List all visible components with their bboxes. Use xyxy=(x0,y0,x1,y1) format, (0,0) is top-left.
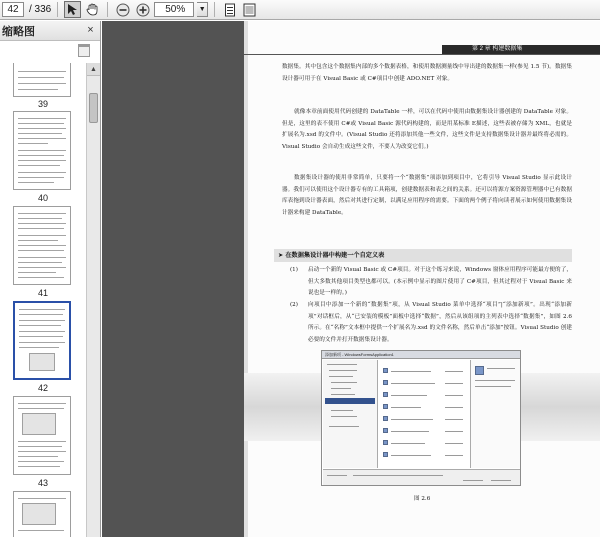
toolbar-separator xyxy=(214,2,215,17)
zoom-level-field[interactable]: 50% xyxy=(154,2,194,17)
zoom-in-button[interactable] xyxy=(134,1,151,18)
scrollbar-thumb[interactable] xyxy=(89,93,98,123)
trash-icon[interactable] xyxy=(78,44,90,57)
figure-window-title: 添加新项 - WindowsFormsApplication1 xyxy=(322,351,520,359)
paragraph-3: 数据集设计器的使用非常简单，只要将一个“数据集”项添加到项目中，它将引导 Visual Studio 显示此设计器。我们可以使用这个设计器专有的工具箱项，创建数据表和表之间的关系。还可以将源方案资源管理器中已有数据库表拖到设计器表面，然后对其进行定制，以满足应用程序的需要。下面的两个例子将向读者展示如何使用数据集设计器来构建 DataTable。 xyxy=(282,175,572,216)
figure-selected-item xyxy=(325,398,375,404)
hand-icon xyxy=(86,3,99,16)
toolbar xyxy=(0,0,600,20)
thumbnail-image xyxy=(13,63,71,97)
thumbnail-image xyxy=(13,491,71,537)
zoom-in-icon xyxy=(136,3,150,17)
figure-screenshot xyxy=(321,350,521,486)
thumbnail-image xyxy=(13,111,71,190)
thumbnail-image xyxy=(13,206,71,285)
cursor-icon xyxy=(67,3,78,16)
figure-description-pane xyxy=(470,360,520,468)
fit-page-button[interactable] xyxy=(221,1,238,18)
thumbnail-label: 39 xyxy=(37,99,48,109)
figure-caption: 图 2.6 xyxy=(414,496,431,502)
paragraph-1: 数据集。其中包含这个数据集内部的多个数据表格，和使用数据测量线中导出建的数据集一样(参见 1.5 节)。数据集设计器可用于在 Visual Basic 或 C#项目中创建 ADO.NET 对象。 xyxy=(282,64,572,82)
fit-page-icon xyxy=(224,3,236,17)
thumbnail-image xyxy=(13,396,71,475)
panel-title: 缩略图 xyxy=(2,25,35,38)
panel-tools xyxy=(0,41,100,60)
toolbar-separator xyxy=(57,2,58,17)
chapter-header: 第 2 章 构建数据集 xyxy=(442,45,600,54)
list-number-2: (2) xyxy=(290,302,298,308)
thumbnail-label: 41 xyxy=(37,288,48,298)
list-item-1: 启动一个新的 Visual Basic 或 C#项目。对于这个练习来说，Windows 窗体应用程序可能最方便的了，但大多数其他项目类型也都可以。(本示例中显示的图片使用了 C#项目，但其过程对于 Visual Basic 来说也是一样的。) xyxy=(308,267,572,296)
figure-template-list xyxy=(379,360,469,468)
figure-name-field xyxy=(323,469,520,485)
document-viewport[interactable] xyxy=(102,21,600,537)
zoom-dropdown-button[interactable]: ▼ xyxy=(197,2,208,17)
figure-template-tree xyxy=(323,360,378,468)
page-number-input[interactable]: 42 xyxy=(2,2,24,17)
select-tool-button[interactable] xyxy=(64,1,81,18)
thumbnail-list xyxy=(0,63,86,537)
toolbar-separator xyxy=(107,2,108,17)
fit-width-button[interactable] xyxy=(241,1,258,18)
thumbnails-panel xyxy=(0,21,101,537)
page-total-label: / 336 xyxy=(29,4,52,15)
page-edge xyxy=(244,21,248,537)
paragraph-2: 就像本章前面使用代码创建的 DataTable 一样，可以在代码中使用由数据集设计器创建的 DataTable 对象。但是，这里的表不使用 C#或 Visual Basic 源代码构建的，而是用某标准 E描述，这些表被存储为 XML，也就是扩展名为.xsd 的文件中。(Visual Studio 还将添加其他一些文件，这些文件是支持数据集设计器并最终将必需的。Visual Studio 会自动生成这些文件，不要人为改变它们。) xyxy=(282,109,572,150)
list-number-1: (1) xyxy=(290,267,298,273)
close-panel-icon[interactable]: × xyxy=(87,24,94,36)
thumbnail-image xyxy=(13,301,71,380)
thumbnail-label: 43 xyxy=(37,478,48,488)
hand-tool-button[interactable] xyxy=(84,1,101,18)
thumbnail-scrollbar[interactable] xyxy=(86,63,100,537)
thumbnail-label: 42 xyxy=(37,383,48,393)
thumbnail-label: 40 xyxy=(37,193,48,203)
zoom-out-button[interactable] xyxy=(114,1,131,18)
document-page xyxy=(244,21,600,537)
fit-width-icon xyxy=(243,3,256,17)
zoom-out-icon xyxy=(116,3,130,17)
scroll-up-icon[interactable]: ▲ xyxy=(87,63,100,76)
section-heading: ➤ 在数据集设计器中构建一个自定义表 xyxy=(274,249,572,262)
list-item-2: 向项目中添加一个新的“数据集”项，从 Visual Studio 菜单中选择“项目”|“添加新项”。出现“添加新项”对话框后，从“已安装的模板”面板中选择“数据”，然后从该组项的主列表中选择“数据集”，如图 2.6 所示。在“名称”文本框中提供一个扩展名为.xsd 的文件名称，然后单击“添加”按钮。Visual Studio 创建必要的文件并打开数据集设计器。 xyxy=(308,302,572,343)
header-rule xyxy=(244,54,600,55)
